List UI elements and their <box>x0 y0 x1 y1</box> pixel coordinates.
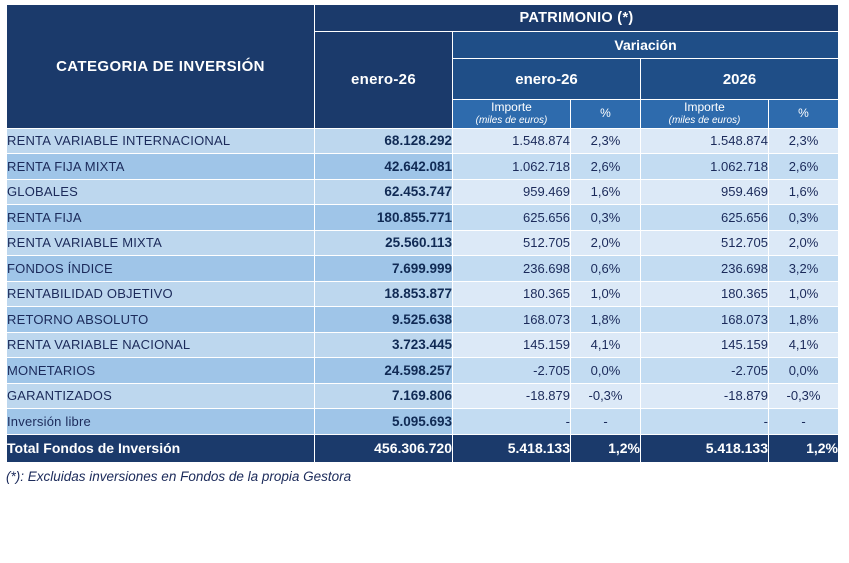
row-patrimonio: 3.723.445 <box>315 332 453 358</box>
row-var1-pct: 0,3% <box>571 205 641 231</box>
total-var2-pct: 1,2% <box>769 434 839 462</box>
header-var-period-1: enero-26 <box>453 59 641 100</box>
row-var1-importe: 180.365 <box>453 281 571 307</box>
table-row <box>7 154 839 180</box>
row-var2-pct: 1,0% <box>769 281 839 307</box>
row-var2-pct: - <box>769 409 839 435</box>
row-patrimonio: 18.853.877 <box>315 281 453 307</box>
total-var2-importe: 5.418.133 <box>641 434 769 462</box>
table-row <box>7 281 839 307</box>
row-patrimonio: 62.453.747 <box>315 179 453 205</box>
table-body <box>7 128 839 434</box>
row-category: RENTA FIJA <box>7 205 315 231</box>
row-var1-importe: 168.073 <box>453 307 571 333</box>
row-var1-importe: 1.548.874 <box>453 128 571 154</box>
row-patrimonio: 7.699.999 <box>315 256 453 282</box>
row-category: RETORNO ABSOLUTO <box>7 307 315 333</box>
total-row <box>7 434 839 462</box>
row-var2-pct: 1,8% <box>769 307 839 333</box>
row-var1-importe: 1.062.718 <box>453 154 571 180</box>
header-importe-1 <box>453 100 571 129</box>
row-var2-importe: 1.548.874 <box>641 128 769 154</box>
row-var1-pct: 0,6% <box>571 256 641 282</box>
header-var-period-2: 2026 <box>641 59 839 100</box>
row-var2-importe: -18.879 <box>641 383 769 409</box>
header-percent-1: % <box>571 100 641 129</box>
row-patrimonio: 5.095.693 <box>315 409 453 435</box>
row-patrimonio: 9.525.638 <box>315 307 453 333</box>
header-category: CATEGORIA DE INVERSIÓN <box>7 5 315 129</box>
row-var2-importe: 236.698 <box>641 256 769 282</box>
row-var1-importe: 959.469 <box>453 179 571 205</box>
table-row <box>7 307 839 333</box>
row-category: GLOBALES <box>7 179 315 205</box>
row-var1-importe: -2.705 <box>453 358 571 384</box>
table-row <box>7 256 839 282</box>
row-var2-pct: 2,3% <box>769 128 839 154</box>
row-var2-importe: 180.365 <box>641 281 769 307</box>
row-patrimonio: 68.128.292 <box>315 128 453 154</box>
table-footer <box>7 434 839 462</box>
row-var1-pct: 2,0% <box>571 230 641 256</box>
row-category: GARANTIZADOS <box>7 383 315 409</box>
row-patrimonio: 7.169.806 <box>315 383 453 409</box>
header-patrimonio: PATRIMONIO (*) <box>315 5 839 32</box>
header-importe-2 <box>641 100 769 129</box>
total-var1-pct: 1,2% <box>571 434 641 462</box>
total-patrimonio: 456.306.720 <box>315 434 453 462</box>
row-var1-importe: -18.879 <box>453 383 571 409</box>
row-var2-pct: 0,0% <box>769 358 839 384</box>
row-var2-pct: 0,3% <box>769 205 839 231</box>
header-variacion: Variación <box>453 32 839 59</box>
row-var1-importe: - <box>453 409 571 435</box>
table-row <box>7 383 839 409</box>
row-category: RENTA VARIABLE NACIONAL <box>7 332 315 358</box>
header-importe-1-units: (miles de euros) <box>475 115 548 126</box>
row-var1-pct: 1,8% <box>571 307 641 333</box>
report-container <box>0 4 849 484</box>
row-var1-pct: 2,6% <box>571 154 641 180</box>
table-row <box>7 358 839 384</box>
row-var1-importe: 236.698 <box>453 256 571 282</box>
table-row <box>7 205 839 231</box>
table-row <box>7 332 839 358</box>
row-patrimonio: 180.855.771 <box>315 205 453 231</box>
row-var2-pct: 1,6% <box>769 179 839 205</box>
row-var1-pct: - <box>571 409 641 435</box>
table-row <box>7 128 839 154</box>
header-importe-2-label: Importe <box>684 100 725 114</box>
row-var2-importe: 625.656 <box>641 205 769 231</box>
row-var2-importe: 145.159 <box>641 332 769 358</box>
row-category: RENTABILIDAD OBJETIVO <box>7 281 315 307</box>
header-patrimonio-period-label: enero-26 <box>351 71 416 89</box>
row-category: RENTA VARIABLE MIXTA <box>7 230 315 256</box>
row-var2-importe: 168.073 <box>641 307 769 333</box>
row-patrimonio: 42.642.081 <box>315 154 453 180</box>
row-var1-pct: 2,3% <box>571 128 641 154</box>
row-var2-importe: 1.062.718 <box>641 154 769 180</box>
row-var2-pct: 3,2% <box>769 256 839 282</box>
row-var2-importe: -2.705 <box>641 358 769 384</box>
table-footnote: (*): Excluidas inversiones en Fondos de la propia Gestora <box>6 468 352 484</box>
row-category: FONDOS ÍNDICE <box>7 256 315 282</box>
header-importe-2-units: (miles de euros) <box>668 115 741 126</box>
row-category: Inversión libre <box>7 409 315 435</box>
table-row <box>7 179 839 205</box>
fondos-inversion-table <box>6 4 839 463</box>
row-var2-pct: 2,0% <box>769 230 839 256</box>
row-var1-pct: 1,6% <box>571 179 641 205</box>
row-var2-importe: 512.705 <box>641 230 769 256</box>
row-var1-pct: 0,0% <box>571 358 641 384</box>
table-row <box>7 230 839 256</box>
table-row <box>7 409 839 435</box>
row-var2-importe: - <box>641 409 769 435</box>
row-category: RENTA FIJA MIXTA <box>7 154 315 180</box>
total-var1-importe: 5.418.133 <box>453 434 571 462</box>
row-var2-pct: -0,3% <box>769 383 839 409</box>
row-patrimonio: 25.560.113 <box>315 230 453 256</box>
row-var1-pct: 4,1% <box>571 332 641 358</box>
header-importe-1-label: Importe <box>491 100 532 114</box>
row-category: RENTA VARIABLE INTERNACIONAL <box>7 128 315 154</box>
row-var1-importe: 625.656 <box>453 205 571 231</box>
row-var1-pct: -0,3% <box>571 383 641 409</box>
header-percent-2: % <box>769 100 839 129</box>
row-var1-importe: 512.705 <box>453 230 571 256</box>
row-var2-importe: 959.469 <box>641 179 769 205</box>
row-patrimonio: 24.598.257 <box>315 358 453 384</box>
row-var1-pct: 1,0% <box>571 281 641 307</box>
table-header <box>7 5 839 129</box>
row-var2-pct: 4,1% <box>769 332 839 358</box>
row-var2-pct: 2,6% <box>769 154 839 180</box>
row-var1-importe: 145.159 <box>453 332 571 358</box>
total-label: Total Fondos de Inversión <box>7 434 315 462</box>
header-patrimonio-period <box>315 32 453 129</box>
row-category: MONETARIOS <box>7 358 315 384</box>
